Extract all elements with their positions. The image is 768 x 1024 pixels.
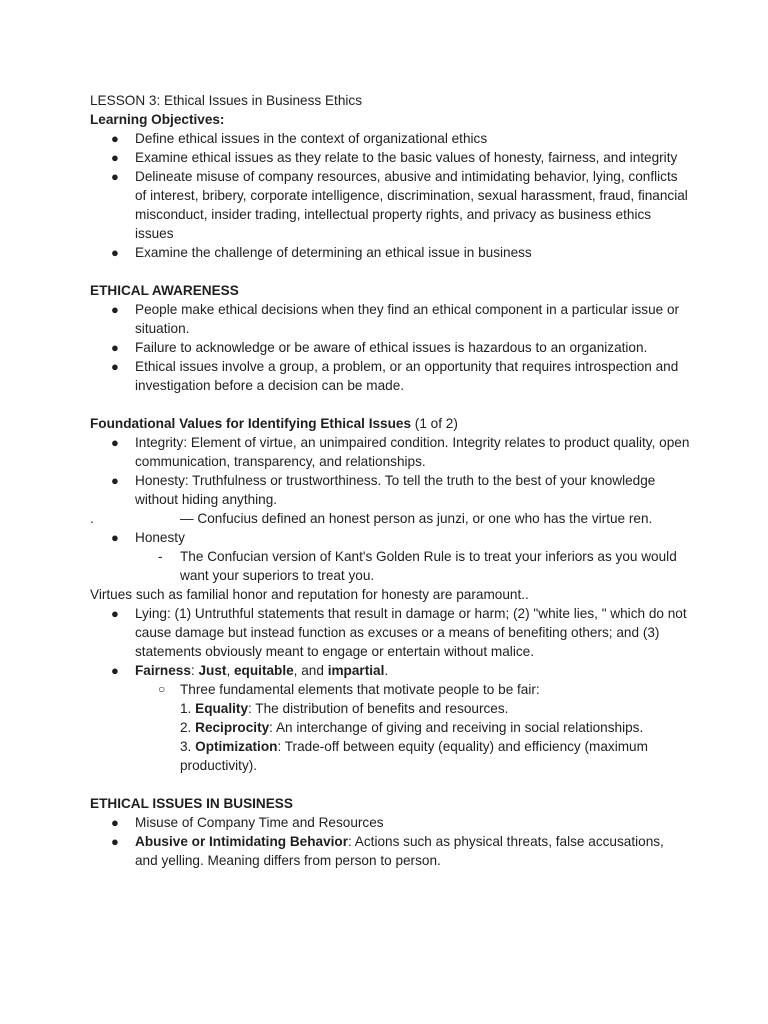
- confucius-line: . — Confucius defined an honest person as junzi, or one who has the virtue ren.: [90, 511, 653, 526]
- objectives-list: [90, 129, 690, 262]
- list-item: ● Define ethical issues in the context of organizational ethics: [111, 131, 488, 146]
- element-reciprocity: 2. Reciprocity: An interchange of giving and receiving in social relationships.: [180, 720, 644, 735]
- bullet-icon: ●: [111, 302, 119, 317]
- bullet-icon: ●: [111, 834, 119, 849]
- bullet-icon: ●: [111, 530, 119, 545]
- bullet-icon: ●: [111, 169, 119, 184]
- list-item: ● Examine ethical issues as they relate to the basic values of honesty, fairness, and integrity: [111, 150, 678, 165]
- element-equality: 1. Equality: The distribution of benefits and resources.: [180, 701, 509, 716]
- bullet-icon: ●: [111, 606, 119, 621]
- hollow-bullet-icon: ○: [158, 682, 166, 696]
- foundational-heading: Foundational Values for Identifying Ethical Issues (1 of 2): [90, 416, 458, 431]
- list-item: ● Misuse of Company Time and Resources: [111, 815, 384, 830]
- bullet-icon: ●: [111, 340, 119, 355]
- list-item: ● Abusive or Intimidating Behavior: Actions such as physical threats, false accusations, and yelling. Meaning differs from person to person.: [111, 834, 664, 868]
- list-item: ● Failure to acknowledge or be aware of ethical issues is hazardous to an organization.: [111, 340, 648, 355]
- lesson-title: LESSON 3: Ethical Issues in Business Ethics: [90, 93, 362, 108]
- list-item: ● Fairness: Just, equitable, and impartial.: [111, 663, 389, 678]
- bullet-icon: ●: [111, 150, 119, 165]
- virtues-text: Virtues such as familial honor and reputation for honesty are paramount..: [90, 587, 529, 602]
- issues-heading: ETHICAL ISSUES IN BUSINESS: [90, 796, 293, 811]
- issues-list: [90, 813, 690, 870]
- awareness-list: [90, 300, 690, 395]
- list-item: ○ Three fundamental elements that motivate people to be fair:: [158, 682, 540, 697]
- list-item: ● Examine the challenge of determining an ethical issue in business: [111, 245, 532, 260]
- dash-icon: -: [158, 549, 163, 564]
- list-item: - The Confucian version of Kant's Golden Rule is to treat your inferiors as you would want your superiors to treat you.: [158, 549, 677, 583]
- bullet-icon: ●: [111, 359, 119, 374]
- bullet-icon: ●: [111, 245, 119, 260]
- list-item: ● Integrity: Element of virtue, an unimpaired condition. Integrity relates to product quality, open communication, transparency, and relationships.: [111, 435, 690, 469]
- bullet-icon: ●: [111, 663, 119, 678]
- honesty-list: [90, 528, 690, 585]
- list-item: ● Ethical issues involve a group, a problem, or an opportunity that requires introspection and investigation before a decision can be made.: [111, 359, 679, 393]
- bullet-icon: ●: [111, 435, 119, 450]
- list-item: ● Delineate misuse of company resources, abusive and intimidating behavior, lying, conflicts of interest, bribery, corporate intelligence, discrimination, sexual harassment, fraud, financial misconduct, insider trading, intellectual property rights, and privacy as business ethics issues: [111, 169, 688, 241]
- awareness-heading: ETHICAL AWARENESS: [90, 283, 239, 298]
- list-item: ● Honesty: Truthfulness or trustworthiness. To tell the truth to the best of your knowledge without hiding anything.: [111, 473, 656, 507]
- list-item: ● Lying: (1) Untruthful statements that result in damage or harm; (2) "white lies, " which do not cause damage but instead function as excuses or a means of benefiting others; and (3) statements obviously meant to engage or entertain without malice.: [111, 606, 687, 659]
- objectives-heading: Learning Objectives:: [90, 112, 225, 127]
- list-item: ● Honesty: [111, 530, 185, 545]
- element-optimization: 3. Optimization: Trade-off between equity (equality) and efficiency (maximum productivity).: [180, 739, 648, 773]
- foundational-list: [90, 433, 690, 509]
- bullet-icon: ●: [111, 131, 119, 146]
- list-item: ● People make ethical decisions when they find an ethical component in a particular issue or situation.: [111, 302, 680, 336]
- document-body: [90, 91, 690, 870]
- bullet-icon: ●: [111, 473, 119, 488]
- bullet-icon: ●: [111, 815, 119, 830]
- values-list: [90, 604, 690, 699]
